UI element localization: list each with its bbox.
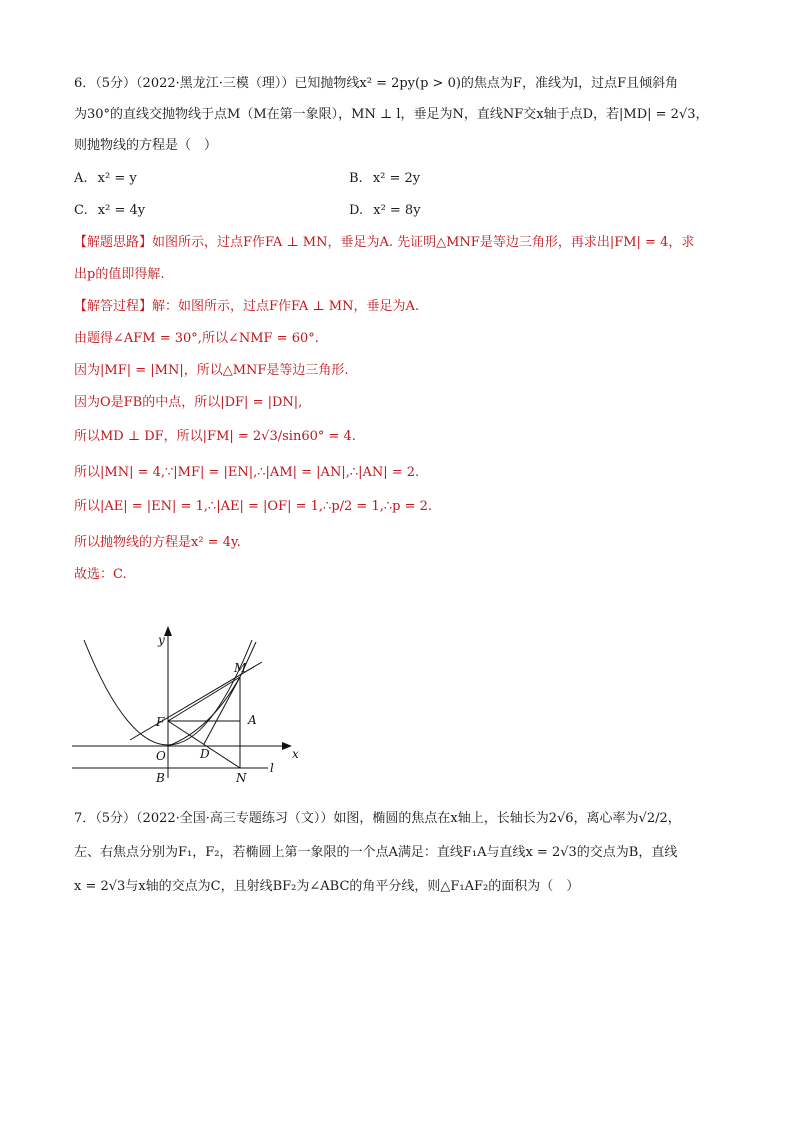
solution-step-4: 因为O是FB的中点，所以|DF| = |DN|, <box>74 395 303 410</box>
label-y: y <box>158 633 165 647</box>
solution-step-5: 所以MD ⊥ DF，所以|FM| = 2√3/sin60° = 4. <box>74 429 356 444</box>
label-a: A <box>248 713 257 727</box>
label-x: x <box>292 747 299 761</box>
option-c <box>74 202 145 220</box>
label-o: O <box>156 749 166 763</box>
option-b-label: B. <box>349 171 363 186</box>
solution-step-9: 故选：C. <box>74 567 127 582</box>
parabola-figure <box>60 620 310 785</box>
option-d-label: D. <box>349 203 364 218</box>
x-axis-arrow <box>282 742 292 750</box>
q6-line-3: 则抛物线的方程是（ ） <box>74 138 218 153</box>
option-c-label: C. <box>74 203 88 218</box>
solution-idea-line-1: 【解题思路】如图所示，过点F作FA ⊥ MN，垂足为A. 先证明△MNF是等边三角形，再求出|FM| = 4，求 <box>74 235 695 250</box>
segment-fm <box>168 677 240 721</box>
q7-line-2: 左、右焦点分别为F₁，F₂，若椭圆上第一象限的一个点A满足：直线F₁A与直线x = 2√3的交点为B，直线 <box>74 845 678 860</box>
y-axis-arrow <box>164 626 172 636</box>
option-a-label: A. <box>74 171 88 186</box>
option-d-text: x² = 8y <box>373 203 421 218</box>
solution-step-2: 由题得∠AFM = 30°,所以∠NMF = 60°. <box>74 331 319 346</box>
segment-md <box>204 677 240 744</box>
q6-line-2: 为30°的直线交抛物线于点M（M在第一象限），MN ⊥ l，垂足为N，直线NF交x轴于点D，若|MD| = 2√3， <box>74 107 709 122</box>
solution-step-1: 【解答过程】解：如图所示，过点F作FA ⊥ MN，垂足为A. <box>74 299 419 314</box>
label-d: D <box>200 747 210 761</box>
option-a <box>74 170 137 188</box>
option-b <box>349 170 420 188</box>
label-f: F <box>156 715 165 729</box>
label-l: l <box>270 761 274 775</box>
option-a-text: x² = y <box>97 171 137 186</box>
option-d <box>349 202 421 220</box>
solution-step-8: 所以抛物线的方程是x² = 4y. <box>74 535 241 550</box>
solution-idea-line-2: 出p的值即得解. <box>74 267 165 282</box>
solution-step-6: 所以|MN| = 4,∵|MF| = |EN|,∴|AM| = |AN|,∴|AN| = 2. <box>74 465 420 480</box>
q7-line-3: x = 2√3与x轴的交点为C，且射线BF₂为∠ABC的角平分线，则△F₁AF₂的面积为（ ） <box>74 879 580 894</box>
q6-line-1: 6．（5分）（2022·黑龙江·三模（理））已知抛物线x² = 2py(p > 0)的焦点为F，准线为l，过点F且倾斜角 <box>74 76 679 91</box>
label-m: M <box>234 661 247 675</box>
q7-line-1: 7．（5分）（2022·全国·高三专题练习（文））如图，椭圆的焦点在x轴上，长轴长为2√6，离心率为√2/2， <box>74 811 681 826</box>
label-n: N <box>236 771 247 785</box>
solution-step-7: 所以|AE| = |EN| = 1,∴|AE| = |OF| = 1,∴p/2 = 1,∴p = 2. <box>74 499 433 514</box>
option-b-text: x² = 2y <box>372 171 421 186</box>
label-b: B <box>156 771 165 785</box>
solution-step-3: 因为|MF| = |MN|，所以△MNF是等边三角形. <box>74 363 349 378</box>
option-c-text: x² = 4y <box>97 203 146 218</box>
